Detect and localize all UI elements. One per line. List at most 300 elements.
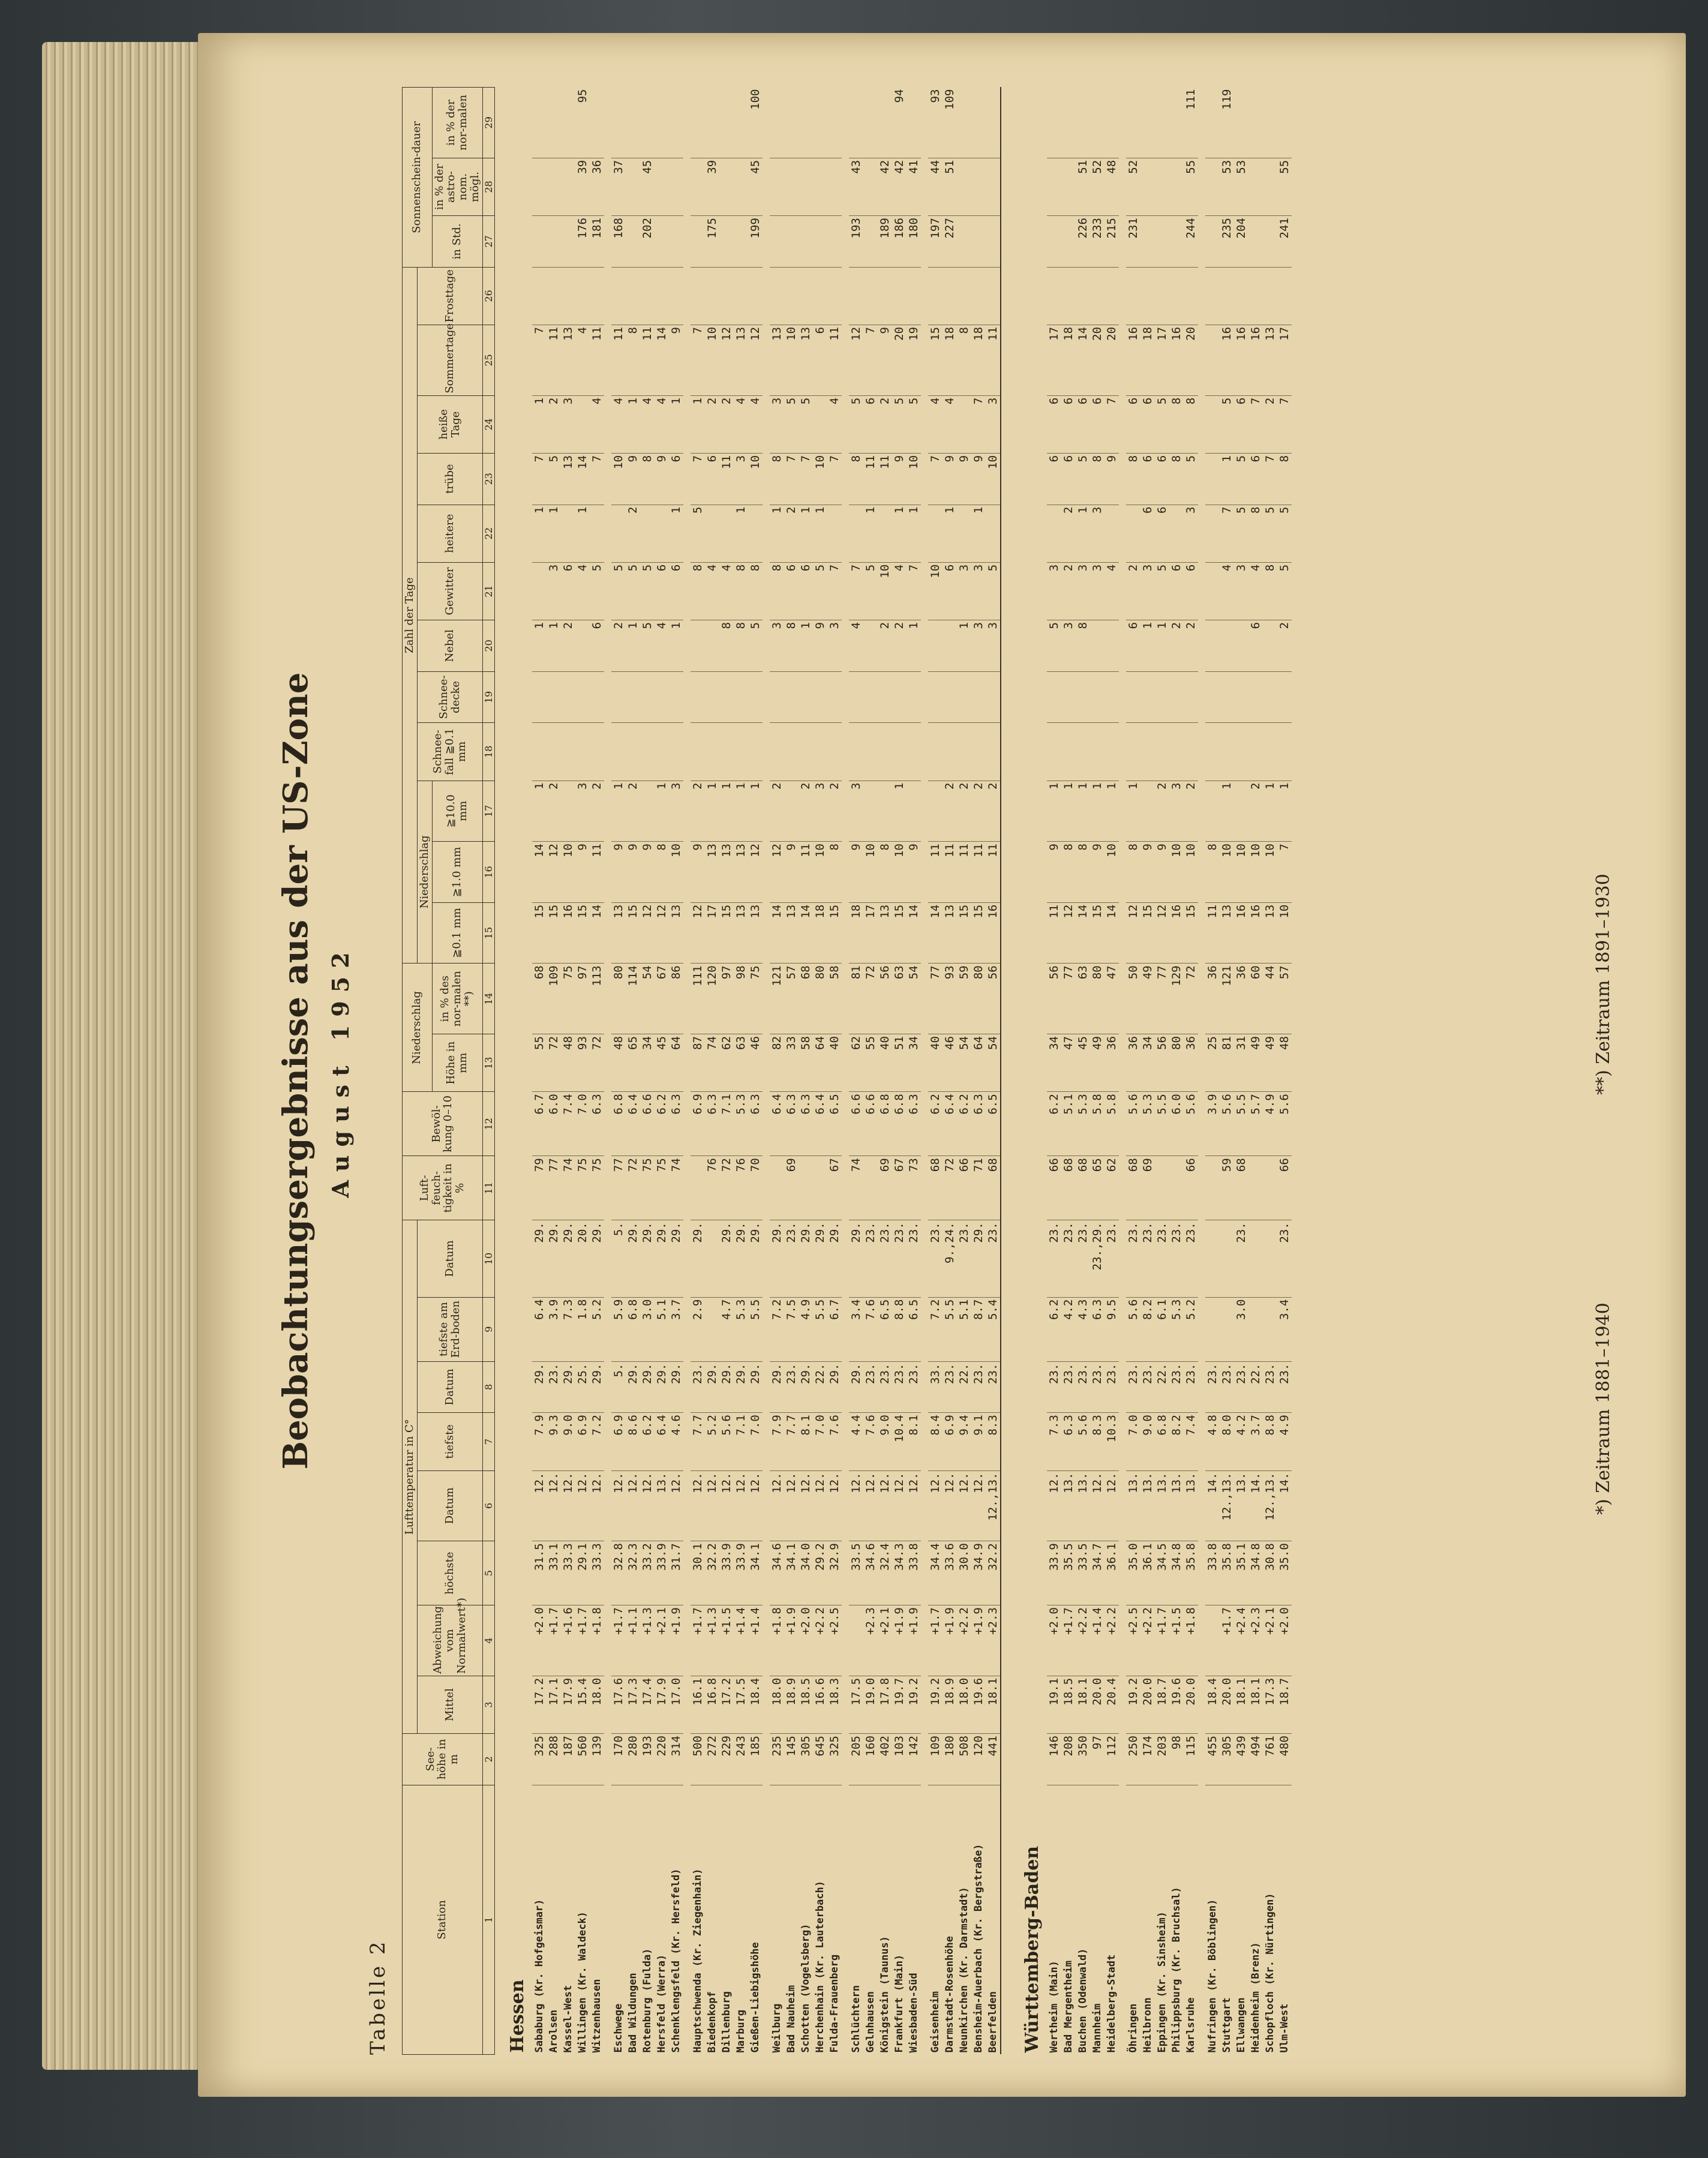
header-niederschlag: Niederschlag bbox=[403, 964, 433, 1092]
table-cell: +1.5 bbox=[719, 1605, 734, 1676]
table-cell: 45 bbox=[1076, 1034, 1090, 1092]
table-cell: 1 bbox=[863, 505, 878, 562]
table-cell: 5.8 bbox=[1090, 1092, 1104, 1156]
table-cell: 15 bbox=[575, 902, 590, 964]
table-cell: 44 bbox=[928, 158, 942, 215]
table-row bbox=[1140, 88, 1155, 2055]
table-cell: 9 bbox=[971, 453, 986, 505]
table-cell: 12 bbox=[691, 902, 705, 964]
table-cell: 29. bbox=[719, 1361, 734, 1413]
table-cell bbox=[705, 1220, 719, 1297]
table-cell: 45 bbox=[655, 1034, 669, 1092]
table-cell: 98 bbox=[734, 964, 748, 1034]
table-cell: 3 bbox=[1076, 562, 1090, 620]
table-cell: 18.4 bbox=[748, 1676, 763, 1733]
table-cell bbox=[813, 723, 827, 781]
table-cell: 68 bbox=[532, 964, 547, 1034]
table-cell: 170 bbox=[611, 1734, 626, 1785]
table-cell bbox=[1220, 620, 1234, 672]
table-cell: 2 bbox=[1061, 562, 1076, 620]
table-cell: 10 bbox=[784, 325, 799, 395]
table-cell: 6.3 bbox=[1061, 1413, 1076, 1470]
table-cell: 6 bbox=[1155, 505, 1169, 562]
table-cell: 9 bbox=[640, 842, 655, 903]
table-cell bbox=[892, 723, 906, 781]
table-cell: 54 bbox=[957, 1034, 971, 1092]
table-cell: 29. bbox=[626, 1361, 640, 1413]
region-name: Hessen bbox=[506, 1979, 528, 2053]
table-cell: 11 bbox=[863, 453, 878, 505]
table-cell: +1.5 bbox=[1169, 1605, 1184, 1676]
table-cell: 18 bbox=[971, 325, 986, 395]
table-cell: 6 bbox=[1234, 395, 1248, 453]
table-cell: 6.3 bbox=[906, 1092, 921, 1156]
table-cell: 560 bbox=[575, 1734, 590, 1785]
table-cell: 4.4 bbox=[849, 1413, 863, 1470]
table-cell: 1 bbox=[1061, 781, 1076, 842]
table-cell: 40 bbox=[928, 1034, 942, 1092]
table-cell: 45 bbox=[748, 158, 763, 215]
table-cell: 12. bbox=[928, 1470, 942, 1541]
table-cell: 1 bbox=[1155, 620, 1169, 672]
table-cell: 9 bbox=[1047, 842, 1061, 903]
table-cell: 64 bbox=[669, 1034, 683, 1092]
table-cell bbox=[1061, 88, 1076, 158]
table-cell bbox=[1090, 88, 1104, 158]
table-cell: 3 bbox=[561, 395, 575, 453]
table-cell bbox=[748, 723, 763, 781]
table-cell: 12. bbox=[1104, 1470, 1119, 1541]
table-cell bbox=[849, 88, 863, 158]
table-cell: 5 bbox=[547, 453, 561, 505]
table-row bbox=[863, 88, 878, 2055]
table-cell: 97 bbox=[575, 964, 590, 1034]
table-cell: 12. bbox=[827, 1470, 842, 1541]
table-cell bbox=[1277, 723, 1292, 781]
table-cell bbox=[813, 88, 827, 158]
table-cell: 5 bbox=[626, 562, 640, 620]
table-cell: 1 bbox=[1076, 505, 1090, 562]
table-cell bbox=[640, 723, 655, 781]
table-cell: 2 bbox=[1248, 781, 1263, 842]
header-in-prozent-normalen: in % der nor-malen bbox=[432, 88, 482, 158]
table-cell: 5 bbox=[590, 562, 604, 620]
table-cell: 7.4 bbox=[1184, 1413, 1198, 1470]
table-cell: 7 bbox=[849, 562, 863, 620]
table-cell bbox=[669, 158, 683, 215]
table-cell: 1 bbox=[626, 620, 640, 672]
table-cell: 9 bbox=[1104, 453, 1119, 505]
table-cell: 13. bbox=[1126, 1470, 1140, 1541]
table-cell bbox=[626, 88, 640, 158]
table-cell: 29. bbox=[799, 1220, 813, 1297]
table-cell bbox=[799, 158, 813, 215]
table-cell: +1.7 bbox=[1155, 1605, 1169, 1676]
table-cell: 29. bbox=[640, 1220, 655, 1297]
table-cell: 5 bbox=[691, 505, 705, 562]
table-cell: 59 bbox=[1220, 1156, 1234, 1220]
table-cell: 11 bbox=[928, 842, 942, 903]
table-cell bbox=[669, 723, 683, 781]
table-cell: 480 bbox=[1277, 1734, 1292, 1785]
table-cell bbox=[640, 88, 655, 158]
station-name: Sababurg (Kr. Hofgeismar) bbox=[533, 1899, 546, 2053]
table-cell bbox=[892, 267, 906, 325]
table-cell: 1 bbox=[906, 505, 921, 562]
observation-table bbox=[402, 87, 1292, 2055]
table-cell: 6.0 bbox=[547, 1092, 561, 1156]
table-cell: 8.6 bbox=[626, 1413, 640, 1470]
table-cell: 63 bbox=[1076, 964, 1090, 1034]
table-cell: 3.0 bbox=[1234, 1297, 1248, 1361]
table-cell: 9 bbox=[942, 453, 957, 505]
table-row bbox=[1277, 88, 1292, 2055]
table-cell bbox=[1205, 620, 1220, 672]
table-cell: 2 bbox=[1184, 781, 1198, 842]
table-row bbox=[1090, 88, 1104, 2055]
table-cell bbox=[799, 88, 813, 158]
table-row bbox=[575, 88, 590, 2055]
document-subtitle: August 1952 bbox=[327, 944, 354, 1198]
table-cell bbox=[1061, 216, 1076, 268]
table-cell bbox=[705, 1297, 719, 1361]
table-cell bbox=[813, 216, 827, 268]
table-cell: 12 bbox=[640, 902, 655, 964]
table-cell bbox=[878, 505, 892, 562]
table-cell: 23. bbox=[784, 1220, 799, 1297]
table-cell: 17.9 bbox=[655, 1676, 669, 1733]
table-cell: 11 bbox=[878, 453, 892, 505]
table-cell: 15 bbox=[971, 902, 986, 964]
table-cell: 14 bbox=[799, 902, 813, 964]
table-cell: 3 bbox=[986, 620, 1001, 672]
table-cell: 9 bbox=[1090, 842, 1104, 903]
table-cell: 15 bbox=[1090, 902, 1104, 964]
table-cell: 16 bbox=[1234, 325, 1248, 395]
table-cell: +2.2 bbox=[957, 1605, 971, 1676]
table-cell bbox=[770, 723, 784, 781]
table-cell: 5.6 bbox=[1126, 1092, 1140, 1156]
table-cell: 20 bbox=[1184, 325, 1198, 395]
table-cell: 5.7 bbox=[1248, 1092, 1263, 1156]
column-number: 7 bbox=[482, 1413, 495, 1470]
table-cell: 13 bbox=[770, 325, 784, 395]
station-name: Eschwege bbox=[613, 2003, 625, 2053]
table-cell: 8 bbox=[1090, 453, 1104, 505]
column-number: 10 bbox=[482, 1220, 495, 1297]
header-niederschlag-tage: Niederschlag bbox=[417, 781, 432, 964]
table-cell: 1 bbox=[748, 781, 763, 842]
station-name: Karlsruhe bbox=[1185, 1997, 1197, 2053]
table-cell: 72 bbox=[942, 1156, 957, 1220]
table-cell bbox=[547, 671, 561, 723]
table-row bbox=[986, 88, 1001, 2055]
table-cell: +2.1 bbox=[1263, 1605, 1277, 1676]
table-cell: 168 bbox=[611, 216, 626, 268]
header-sommertage: Sommertage bbox=[417, 325, 482, 395]
table-cell: 33.6 bbox=[942, 1541, 957, 1605]
table-cell: 115 bbox=[1184, 1734, 1198, 1785]
table-cell: 203 bbox=[1155, 1734, 1169, 1785]
station-name: Öhringen bbox=[1127, 2003, 1140, 2053]
table-cell: 23. bbox=[547, 1361, 561, 1413]
table-cell: 53 bbox=[1234, 158, 1248, 215]
table-cell bbox=[705, 505, 719, 562]
table-cell: 13 bbox=[734, 842, 748, 903]
region-row bbox=[495, 88, 533, 2055]
table-row bbox=[1104, 88, 1119, 2055]
table-cell: 111 bbox=[1184, 88, 1198, 158]
table-cell: 34.9 bbox=[971, 1541, 986, 1605]
table-cell bbox=[655, 88, 669, 158]
table-cell: 2.9 bbox=[691, 1297, 705, 1361]
table-cell: 23. bbox=[878, 1361, 892, 1413]
table-cell: 74 bbox=[561, 1156, 575, 1220]
table-cell: 8 bbox=[719, 620, 734, 672]
table-cell: 98 bbox=[1169, 1734, 1184, 1785]
table-cell: 17.2 bbox=[719, 1676, 734, 1733]
table-cell: 9 bbox=[655, 453, 669, 505]
table-cell: 29. bbox=[770, 1220, 784, 1297]
station-name: Geisenheim bbox=[929, 1991, 942, 2053]
table-cell: 2 bbox=[878, 620, 892, 672]
table-cell: 15 bbox=[719, 902, 734, 964]
table-cell: 1 bbox=[1220, 453, 1234, 505]
table-cell bbox=[1263, 620, 1277, 672]
table-cell: 6.2 bbox=[655, 1092, 669, 1156]
table-cell: 1 bbox=[532, 395, 547, 453]
table-cell bbox=[1126, 267, 1140, 325]
table-cell: +1.9 bbox=[906, 1605, 921, 1676]
table-cell: 12. bbox=[799, 1470, 813, 1541]
table-cell: 4 bbox=[827, 395, 842, 453]
table-cell bbox=[957, 88, 971, 158]
table-cell: 305 bbox=[1220, 1734, 1234, 1785]
table-cell: 49 bbox=[1090, 1034, 1104, 1092]
table-cell: 11 bbox=[827, 325, 842, 395]
table-cell: +1.9 bbox=[942, 1605, 957, 1676]
table-cell: 645 bbox=[813, 1734, 827, 1785]
table-cell: +1.7 bbox=[1220, 1605, 1234, 1676]
table-cell bbox=[1061, 723, 1076, 781]
table-cell: 4 bbox=[640, 395, 655, 453]
table-cell bbox=[971, 267, 986, 325]
table-row bbox=[734, 88, 748, 2055]
column-number: 11 bbox=[482, 1156, 495, 1220]
table-cell: 36.1 bbox=[1140, 1541, 1155, 1605]
table-cell bbox=[1248, 267, 1263, 325]
table-cell bbox=[942, 671, 957, 723]
table-cell: 20.0 bbox=[1090, 1676, 1104, 1733]
table-cell: 14. bbox=[1248, 1470, 1263, 1541]
station-name: Dillenburg bbox=[721, 1991, 733, 2053]
header-sonnenschein: Sonnenschein-dauer bbox=[403, 88, 433, 268]
table-cell: 32.9 bbox=[827, 1541, 842, 1605]
table-cell: 59 bbox=[957, 964, 971, 1034]
table-cell: 11 bbox=[640, 325, 655, 395]
table-cell: 7 bbox=[532, 453, 547, 505]
table-cell: 15 bbox=[532, 902, 547, 964]
table-cell: 8 bbox=[827, 842, 842, 903]
table-cell: 80 bbox=[1090, 964, 1104, 1034]
table-cell: 14 bbox=[770, 902, 784, 964]
table-cell bbox=[691, 88, 705, 158]
table-cell: 29. bbox=[561, 1361, 575, 1413]
table-row bbox=[892, 88, 906, 2055]
table-cell bbox=[799, 671, 813, 723]
table-cell bbox=[1169, 88, 1184, 158]
header-gewitter: Gewitter bbox=[417, 562, 482, 620]
table-cell bbox=[734, 267, 748, 325]
table-cell: 8 bbox=[878, 842, 892, 903]
table-cell bbox=[1234, 723, 1248, 781]
table-cell: 12. bbox=[906, 1470, 921, 1541]
table-cell: 48 bbox=[1277, 1034, 1292, 1092]
table-cell bbox=[813, 671, 827, 723]
table-cell: 5.2 bbox=[590, 1297, 604, 1361]
table-cell bbox=[547, 158, 561, 215]
table-cell: 39 bbox=[705, 158, 719, 215]
table-cell: 19.7 bbox=[892, 1676, 906, 1733]
table-cell bbox=[1184, 671, 1198, 723]
header-luftfeuchtigkeit: Luft-feuch-tigkeit in % bbox=[403, 1156, 483, 1220]
header-schneefall: Schnee-fall ≧0.1 mm bbox=[417, 723, 482, 781]
header-n10: ≧1.0 mm bbox=[432, 842, 482, 903]
table-cell: +2.5 bbox=[1126, 1605, 1140, 1676]
table-cell: 55 bbox=[1184, 158, 1198, 215]
table-cell: 1 bbox=[691, 395, 705, 453]
table-cell: +2.3 bbox=[1248, 1605, 1263, 1676]
table-cell: 12. bbox=[1047, 1470, 1061, 1541]
table-cell: 5 bbox=[986, 562, 1001, 620]
table-cell: 13 bbox=[1263, 325, 1277, 395]
table-cell bbox=[863, 671, 878, 723]
table-cell: 2 bbox=[827, 781, 842, 842]
table-cell bbox=[1184, 723, 1198, 781]
station-name: Marburg bbox=[735, 2009, 748, 2053]
table-cell bbox=[971, 216, 986, 268]
table-cell: 1 bbox=[942, 505, 957, 562]
table-cell: 7 bbox=[799, 453, 813, 505]
table-cell: 11 bbox=[986, 842, 1001, 903]
table-cell: 15 bbox=[928, 325, 942, 395]
table-cell: 2 bbox=[547, 395, 561, 453]
table-cell: 7.7 bbox=[691, 1413, 705, 1470]
table-cell bbox=[1047, 267, 1061, 325]
table-cell: 10 bbox=[1104, 842, 1119, 903]
table-cell: 11 bbox=[1205, 902, 1220, 964]
table-cell: 12. bbox=[878, 1470, 892, 1541]
table-row bbox=[1184, 88, 1198, 2055]
table-cell: 12 bbox=[547, 842, 561, 903]
table-cell bbox=[1076, 267, 1090, 325]
table-cell bbox=[784, 88, 799, 158]
table-cell: 77 bbox=[611, 1156, 626, 1220]
table-cell bbox=[1126, 505, 1140, 562]
column-number: 12 bbox=[482, 1092, 495, 1156]
table-cell bbox=[547, 88, 561, 158]
table-cell: 6.5 bbox=[878, 1297, 892, 1361]
table-cell: 64 bbox=[813, 1034, 827, 1092]
table-cell: +1.3 bbox=[705, 1605, 719, 1676]
column-number: 16 bbox=[482, 842, 495, 903]
table-cell bbox=[705, 671, 719, 723]
table-cell: 56 bbox=[986, 964, 1001, 1034]
table-cell: 23. bbox=[863, 1361, 878, 1413]
table-cell: 13 bbox=[799, 325, 813, 395]
column-number: 20 bbox=[482, 620, 495, 672]
table-cell: 7.9 bbox=[532, 1413, 547, 1470]
table-cell: 12. bbox=[590, 1470, 604, 1541]
table-cell: 47 bbox=[1061, 1034, 1076, 1092]
table-cell: 33.3 bbox=[590, 1541, 604, 1605]
table-cell: 33.1 bbox=[547, 1541, 561, 1605]
header-in-prozent-astro: in % der astro-nom. mögl. bbox=[432, 158, 482, 215]
table-cell: 29. bbox=[813, 1220, 827, 1297]
table-cell: 6.3 bbox=[784, 1092, 799, 1156]
table-cell: 12. bbox=[813, 1470, 827, 1541]
table-cell: 4.2 bbox=[1061, 1297, 1076, 1361]
table-cell: 4 bbox=[1248, 562, 1263, 620]
table-cell bbox=[1090, 620, 1104, 672]
group-gap bbox=[604, 88, 611, 2055]
table-cell: 146 bbox=[1047, 1734, 1061, 1785]
table-cell: 7.0 bbox=[575, 1092, 590, 1156]
table-cell: 80 bbox=[611, 964, 626, 1034]
table-cell bbox=[827, 671, 842, 723]
table-cell: 69 bbox=[878, 1156, 892, 1220]
table-cell bbox=[784, 267, 799, 325]
table-cell bbox=[669, 267, 683, 325]
table-cell: 23. bbox=[1061, 1361, 1076, 1413]
table-cell bbox=[986, 723, 1001, 781]
table-cell bbox=[719, 158, 734, 215]
table-cell: 8 bbox=[1263, 562, 1277, 620]
table-cell: 8 bbox=[734, 562, 748, 620]
table-cell: +2.0 bbox=[799, 1605, 813, 1676]
table-cell: 68 bbox=[1234, 1156, 1248, 1220]
table-cell: 314 bbox=[669, 1734, 683, 1785]
table-row bbox=[611, 88, 626, 2055]
table-cell: 93 bbox=[928, 88, 942, 158]
station-name: Wertheim (Main) bbox=[1048, 1960, 1061, 2053]
table-cell: 3 bbox=[849, 781, 863, 842]
table-cell: 7.1 bbox=[719, 1092, 734, 1156]
header-schneedecke: Schnee-decke bbox=[417, 671, 482, 723]
table-cell: 6.2 bbox=[1047, 1092, 1061, 1156]
table-cell: 49 bbox=[1140, 964, 1155, 1034]
table-cell bbox=[1263, 267, 1277, 325]
table-cell bbox=[1155, 88, 1169, 158]
page-edges bbox=[42, 42, 222, 2070]
table-cell: 10 bbox=[892, 842, 906, 903]
header-lufttemperatur: Lufttemperatur in C° bbox=[403, 1220, 418, 1734]
table-cell bbox=[1263, 1156, 1277, 1220]
table-cell: 16 bbox=[561, 902, 575, 964]
station-name: Darmstadt-Rosenhöhe bbox=[944, 1936, 956, 2053]
table-cell: +1.7 bbox=[928, 1605, 942, 1676]
table-cell: 68 bbox=[799, 964, 813, 1034]
table-cell: 1 bbox=[734, 781, 748, 842]
table-cell: 22. bbox=[1248, 1361, 1263, 1413]
table-cell: 8 bbox=[770, 453, 784, 505]
table-cell: 6.8 bbox=[878, 1092, 892, 1156]
table-cell: 8.4 bbox=[928, 1413, 942, 1470]
table-cell: 18 bbox=[942, 325, 957, 395]
table-cell: 120 bbox=[705, 964, 719, 1034]
table-cell: 1 bbox=[957, 620, 971, 672]
table-cell: 2 bbox=[626, 505, 640, 562]
